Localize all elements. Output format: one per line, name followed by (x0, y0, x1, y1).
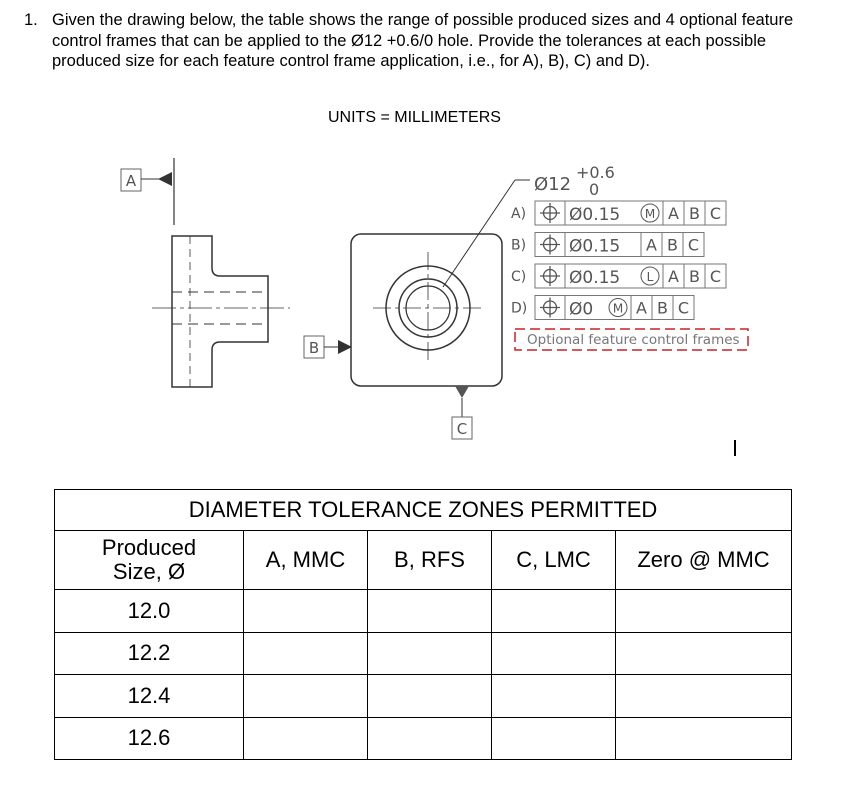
answer-cell[interactable] (616, 717, 792, 760)
datum-c-letter: C (456, 420, 468, 438)
datum-b-letter: B (308, 339, 320, 357)
frame-datum: C (687, 235, 700, 255)
size-cell: 12.2 (55, 632, 244, 675)
answer-cell[interactable] (368, 675, 492, 718)
answer-cell[interactable] (492, 590, 616, 633)
frame-modifier: M (612, 301, 624, 316)
position-symbol-icon (540, 266, 560, 286)
frame-datum: A (668, 204, 679, 223)
frame-datum: C (709, 267, 722, 286)
datum-b-marker (304, 336, 352, 358)
header-zero-mmc: Zero @ MMC (616, 531, 792, 590)
answer-cell[interactable] (368, 632, 492, 675)
table-caption: DIAMETER TOLERANCE ZONES PERMITTED (55, 490, 792, 531)
position-symbol-icon (540, 298, 560, 318)
answer-cell[interactable] (244, 632, 368, 675)
frame-modifier: M (644, 207, 656, 221)
frame-datum: B (689, 204, 700, 223)
frame-datum: A (646, 235, 657, 255)
frame-tolerance: Ø0.15 (569, 268, 621, 288)
side-view (152, 236, 290, 387)
header-c-lmc: C, LMC (492, 531, 616, 590)
answer-cell[interactable] (616, 632, 792, 675)
question-number: 1. (24, 11, 38, 29)
size-cell: 12.4 (55, 675, 244, 718)
hole-upper-tolerance: +0.6 (576, 163, 615, 182)
question-block (24, 10, 834, 72)
answer-cell[interactable] (616, 675, 792, 718)
question-text: Given the drawing below, the table shows the range of possible produced sizes and 4 optional feature control frames that can be applied to the Ø12 +0.6/0 hole. Provide the tolerances at each possible produced size for each feature control frame application, i.e., for A), B), C) and D). (52, 11, 794, 70)
feature-control-frame (511, 233, 704, 257)
text-cursor (734, 440, 736, 456)
optional-note (515, 329, 748, 350)
feature-control-frame (511, 296, 694, 320)
answer-cell[interactable] (616, 590, 792, 633)
hole-diameter: Ø12 (534, 174, 572, 195)
frame-datum: B (689, 267, 700, 286)
answer-cell[interactable] (244, 675, 368, 718)
optional-note-text: Optional feature control frames (527, 332, 740, 348)
header-b-rfs: B, RFS (368, 531, 492, 590)
table-row (55, 675, 792, 718)
frame-label: C) (511, 269, 527, 285)
answer-cell[interactable] (492, 632, 616, 675)
answer-cell[interactable] (492, 675, 616, 718)
answer-cell[interactable] (368, 590, 492, 633)
table-row (55, 632, 792, 675)
datum-a-marker (121, 158, 174, 225)
table-header-row (55, 531, 792, 590)
hole-lower-tolerance: 0 (589, 180, 600, 199)
tolerance-table (54, 489, 792, 760)
header-produced-size: Produced Size, Ø (55, 531, 244, 590)
size-cell: 12.0 (55, 590, 244, 633)
answer-cell[interactable] (368, 717, 492, 760)
position-symbol-icon (540, 203, 560, 223)
frame-datum: C (709, 204, 722, 223)
frame-modifier: L (646, 270, 654, 284)
table-row (55, 717, 792, 760)
header-a-mmc: A, MMC (244, 531, 368, 590)
datum-a-letter: A (125, 172, 137, 190)
frame-tolerance: Ø0.15 (569, 205, 621, 225)
frame-datum: A (636, 298, 647, 318)
frame-label: B) (511, 237, 527, 254)
feature-control-frame (511, 264, 726, 288)
feature-control-frames (511, 201, 726, 320)
frame-tolerance: Ø0 (569, 299, 594, 320)
size-cell: 12.6 (55, 717, 244, 760)
technical-drawing (0, 140, 858, 470)
units-label: UNITS = MILLIMETERS (328, 109, 501, 126)
frame-datum: C (677, 298, 690, 318)
datum-c-marker (452, 386, 472, 439)
answer-cell[interactable] (244, 717, 368, 760)
frame-datum: B (657, 298, 668, 318)
answer-cell[interactable] (492, 717, 616, 760)
front-view (351, 180, 530, 386)
answer-cell[interactable] (244, 590, 368, 633)
frame-label: A) (511, 206, 527, 222)
frame-datum: B (667, 235, 678, 255)
frame-label: D) (511, 300, 528, 317)
frame-tolerance: Ø0.15 (569, 236, 621, 257)
frame-datum: A (668, 267, 679, 286)
table-row (55, 590, 792, 633)
position-symbol-icon (540, 235, 560, 255)
feature-control-frame (511, 201, 726, 225)
hole-callout (534, 163, 615, 199)
